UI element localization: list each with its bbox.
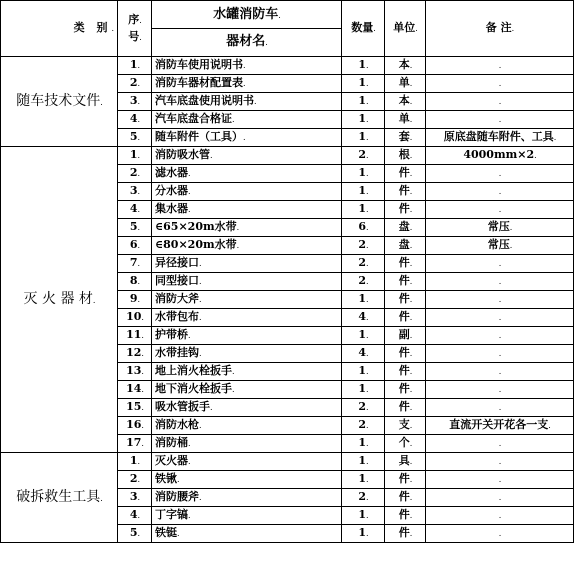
- row-remark: .: [426, 309, 574, 327]
- row-quantity: 6.: [342, 219, 385, 237]
- row-quantity: 1.: [342, 453, 385, 471]
- header-unit: 单位.: [385, 1, 426, 57]
- row-number: 2.: [118, 165, 152, 183]
- row-remark: 原底盘随车附件、工具.: [426, 129, 574, 147]
- row-item-name: 铁锹.: [152, 471, 342, 489]
- row-quantity: 1.: [342, 93, 385, 111]
- row-unit: 盘.: [385, 219, 426, 237]
- row-unit: 单.: [385, 111, 426, 129]
- row-quantity: 2.: [342, 147, 385, 165]
- row-unit: 件.: [385, 489, 426, 507]
- row-quantity: 2.: [342, 417, 385, 435]
- row-number: 4.: [118, 111, 152, 129]
- row-quantity: 1.: [342, 327, 385, 345]
- row-unit: 单.: [385, 75, 426, 93]
- row-remark: .: [426, 291, 574, 309]
- row-unit: 件.: [385, 291, 426, 309]
- row-quantity: 1.: [342, 363, 385, 381]
- row-item-name: 地下消火栓扳手.: [152, 381, 342, 399]
- row-unit: 本.: [385, 93, 426, 111]
- row-unit: 件.: [385, 471, 426, 489]
- row-item-name: 汽车底盘合格证.: [152, 111, 342, 129]
- row-remark: 4000mm×2.: [426, 147, 574, 165]
- table-row: [1, 57, 574, 75]
- row-quantity: 1.: [342, 525, 385, 543]
- row-remark: .: [426, 363, 574, 381]
- row-number: 7.: [118, 255, 152, 273]
- row-number: 4.: [118, 507, 152, 525]
- row-remark: .: [426, 183, 574, 201]
- row-remark: .: [426, 75, 574, 93]
- row-item-name: 灭火器.: [152, 453, 342, 471]
- header-qty: 数量.: [342, 1, 385, 57]
- row-item-name: 丁字镐.: [152, 507, 342, 525]
- row-unit: 件.: [385, 381, 426, 399]
- row-quantity: 1.: [342, 183, 385, 201]
- row-unit: 件.: [385, 273, 426, 291]
- row-unit: 件.: [385, 363, 426, 381]
- row-item-name: 消防大斧.: [152, 291, 342, 309]
- table-row: [1, 147, 574, 165]
- section-category: 破拆救生工具.: [1, 453, 118, 543]
- row-item-name: 铁铤.: [152, 525, 342, 543]
- row-unit: 件.: [385, 255, 426, 273]
- row-number: 1.: [118, 57, 152, 75]
- row-number: 1.: [118, 147, 152, 165]
- header-name-bottom: 器材名.: [226, 34, 267, 49]
- row-quantity: 1.: [342, 507, 385, 525]
- header-name-top: 水罐消防车.: [152, 2, 341, 29]
- row-item-name: 分水器.: [152, 183, 342, 201]
- row-item-name: 水带包布.: [152, 309, 342, 327]
- row-quantity: 1.: [342, 291, 385, 309]
- row-remark: .: [426, 255, 574, 273]
- section-category: 灭 火 器 材.: [1, 147, 118, 453]
- row-number: 15.: [118, 399, 152, 417]
- row-remark: .: [426, 435, 574, 453]
- row-number: 3.: [118, 489, 152, 507]
- row-number: 3.: [118, 183, 152, 201]
- row-number: 14.: [118, 381, 152, 399]
- row-unit: 本.: [385, 57, 426, 75]
- row-unit: 件.: [385, 309, 426, 327]
- header-name: [152, 1, 342, 57]
- row-quantity: 1.: [342, 57, 385, 75]
- row-quantity: 1.: [342, 435, 385, 453]
- row-number: 4.: [118, 201, 152, 219]
- row-number: 10.: [118, 309, 152, 327]
- row-remark: .: [426, 453, 574, 471]
- row-remark: .: [426, 93, 574, 111]
- row-item-name: 汽车底盘使用说明书.: [152, 93, 342, 111]
- row-unit: 支.: [385, 417, 426, 435]
- row-item-name: 水带挂钩.: [152, 345, 342, 363]
- row-remark: .: [426, 381, 574, 399]
- row-item-name: 滤水器.: [152, 165, 342, 183]
- row-unit: 件.: [385, 525, 426, 543]
- row-item-name: 地上消火栓扳手.: [152, 363, 342, 381]
- row-remark: .: [426, 201, 574, 219]
- row-quantity: 1.: [342, 381, 385, 399]
- row-item-name: 消防水枪.: [152, 417, 342, 435]
- row-remark: .: [426, 507, 574, 525]
- row-remark: .: [426, 327, 574, 345]
- header-row: [1, 1, 574, 57]
- row-remark: .: [426, 273, 574, 291]
- row-remark: 常压.: [426, 219, 574, 237]
- row-quantity: 2.: [342, 399, 385, 417]
- row-quantity: 1.: [342, 111, 385, 129]
- header-category: 类 别.: [1, 1, 118, 57]
- row-item-name: 消防车器材配置表.: [152, 75, 342, 93]
- section-category: 随车技术文件.: [1, 57, 118, 147]
- row-item-name: 吸水管扳手.: [152, 399, 342, 417]
- row-unit: 副.: [385, 327, 426, 345]
- row-item-name: 随车附件（工具）.: [152, 129, 342, 147]
- row-item-name: 集水器.: [152, 201, 342, 219]
- row-remark: .: [426, 345, 574, 363]
- row-number: 5.: [118, 525, 152, 543]
- row-remark: .: [426, 399, 574, 417]
- row-number: 11.: [118, 327, 152, 345]
- row-remark: .: [426, 165, 574, 183]
- header-seq: 序. 号.: [118, 1, 152, 57]
- row-number: 13.: [118, 363, 152, 381]
- row-quantity: 1.: [342, 129, 385, 147]
- row-item-name: 消防腰斧.: [152, 489, 342, 507]
- row-quantity: 1.: [342, 471, 385, 489]
- row-item-name: ∈65×20m水带.: [152, 219, 342, 237]
- row-remark: .: [426, 525, 574, 543]
- row-unit: 根.: [385, 147, 426, 165]
- row-number: 1.: [118, 453, 152, 471]
- row-quantity: 1.: [342, 165, 385, 183]
- row-number: 12.: [118, 345, 152, 363]
- row-quantity: 1.: [342, 201, 385, 219]
- row-number: 5.: [118, 129, 152, 147]
- row-item-name: ∈80×20m水带.: [152, 237, 342, 255]
- row-unit: 件.: [385, 345, 426, 363]
- row-unit: 套.: [385, 129, 426, 147]
- row-quantity: 4.: [342, 309, 385, 327]
- row-item-name: 消防桶.: [152, 435, 342, 453]
- row-quantity: 2.: [342, 255, 385, 273]
- row-number: 6.: [118, 237, 152, 255]
- row-item-name: 护带桥.: [152, 327, 342, 345]
- row-number: 2.: [118, 471, 152, 489]
- row-remark: .: [426, 57, 574, 75]
- row-unit: 件.: [385, 201, 426, 219]
- row-item-name: 异径接口.: [152, 255, 342, 273]
- row-quantity: 2.: [342, 489, 385, 507]
- row-unit: 件.: [385, 183, 426, 201]
- row-item-name: 同型接口.: [152, 273, 342, 291]
- header-remark: 备 注.: [426, 1, 574, 57]
- row-unit: 件.: [385, 165, 426, 183]
- row-remark: .: [426, 489, 574, 507]
- row-quantity: 4.: [342, 345, 385, 363]
- row-number: 9.: [118, 291, 152, 309]
- row-remark: .: [426, 471, 574, 489]
- row-number: 5.: [118, 219, 152, 237]
- row-unit: 件.: [385, 507, 426, 525]
- row-quantity: 2.: [342, 273, 385, 291]
- row-remark: 直流开关开花各一支.: [426, 417, 574, 435]
- row-item-name: 消防车使用说明书.: [152, 57, 342, 75]
- row-unit: 个.: [385, 435, 426, 453]
- table-row: [1, 453, 574, 471]
- row-number: 8.: [118, 273, 152, 291]
- row-number: 17.: [118, 435, 152, 453]
- row-number: 3.: [118, 93, 152, 111]
- row-unit: 盘.: [385, 237, 426, 255]
- row-item-name: 消防吸水管.: [152, 147, 342, 165]
- row-remark: .: [426, 111, 574, 129]
- row-remark: 常压.: [426, 237, 574, 255]
- row-unit: 件.: [385, 399, 426, 417]
- row-quantity: 2.: [342, 237, 385, 255]
- row-number: 16.: [118, 417, 152, 435]
- row-quantity: 1.: [342, 75, 385, 93]
- row-number: 2.: [118, 75, 152, 93]
- row-unit: 具.: [385, 453, 426, 471]
